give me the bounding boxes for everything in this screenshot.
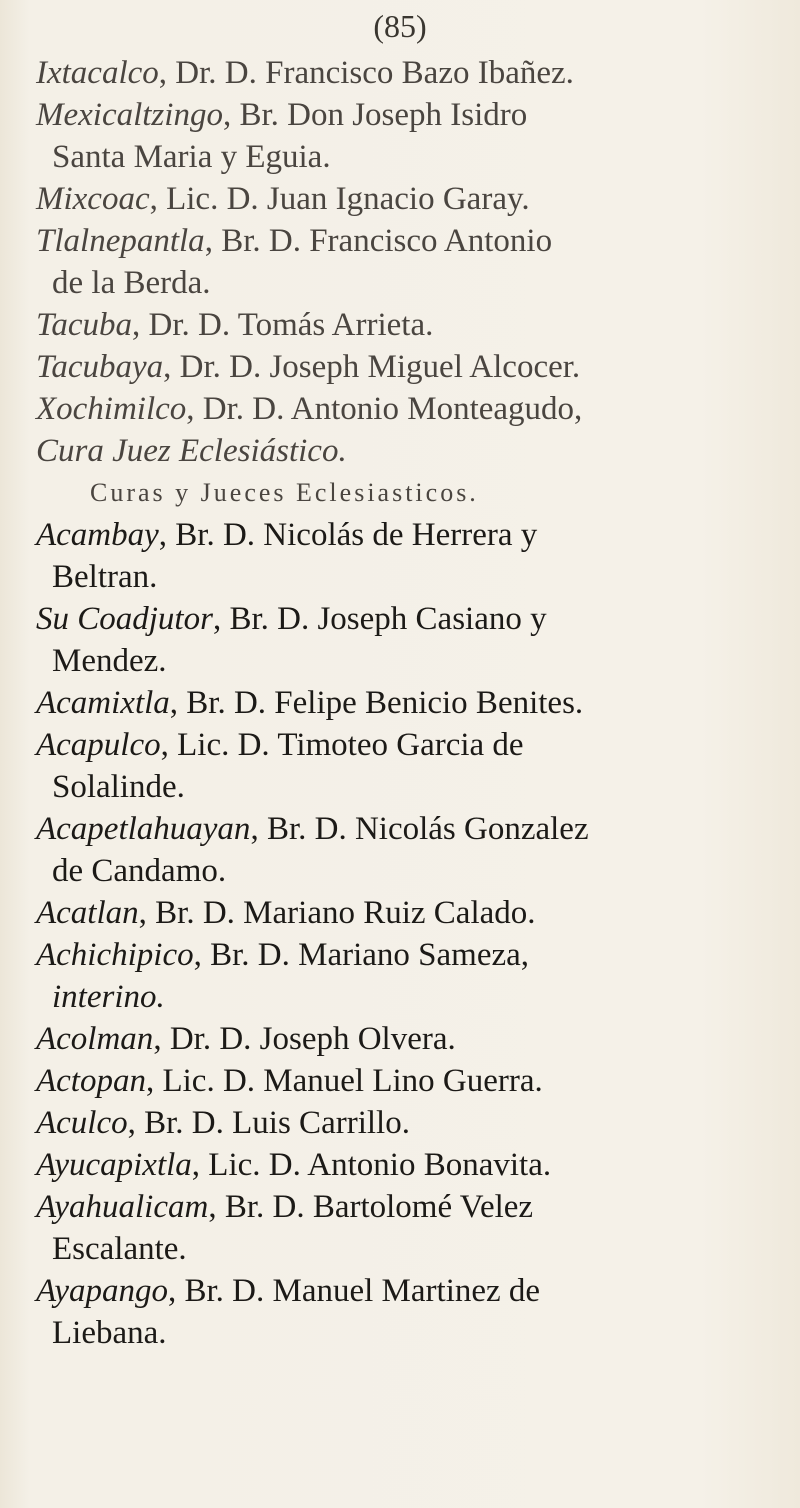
entry-place: Acapetlahuayan bbox=[36, 811, 251, 847]
entry-place: Ayucapixtla bbox=[36, 1147, 192, 1183]
entry-continuation: de la Berda. bbox=[52, 265, 211, 301]
entry-place: Acatlan bbox=[36, 895, 139, 931]
entry-place: Tacubaya bbox=[36, 349, 164, 385]
entry bbox=[36, 346, 776, 388]
entry-place: Tacuba bbox=[36, 307, 132, 343]
entry-text: , Br. D. Joseph Casiano y bbox=[212, 601, 547, 637]
entry-place: Tlalnepantla bbox=[36, 223, 205, 259]
entry bbox=[36, 220, 776, 304]
entry-place: Ixtacalco bbox=[36, 55, 159, 91]
entries-after-heading bbox=[36, 514, 776, 1354]
entry bbox=[36, 892, 776, 934]
entry-place: Xochimilco bbox=[36, 391, 187, 427]
entry-text: , Br. D. Francisco Antonio bbox=[204, 223, 553, 259]
entry bbox=[36, 808, 776, 892]
entry-continuation: Escalante. bbox=[52, 1231, 187, 1267]
entry-text: , Br. D. Manuel Martinez de bbox=[167, 1273, 541, 1309]
entry-continuation: Liebana. bbox=[52, 1315, 167, 1351]
entry-text: , Dr. D. Joseph Olvera. bbox=[153, 1021, 456, 1057]
entry-text: , Dr. D. Francisco Bazo Ibañez. bbox=[158, 55, 574, 91]
section-heading: Curas y Jueces Eclesiasticos. bbox=[90, 478, 479, 507]
entry bbox=[36, 724, 776, 808]
entry bbox=[36, 52, 776, 94]
entry-continuation: Solalinde. bbox=[52, 769, 185, 805]
entry-place: Aculco bbox=[36, 1105, 128, 1141]
entry-place: Ayahualicam bbox=[36, 1189, 209, 1225]
entry-place: Ayapango bbox=[36, 1273, 168, 1309]
entry-list bbox=[36, 52, 776, 1354]
entry-text: , Br. D. Felipe Benicio Benites. bbox=[169, 685, 584, 721]
entry bbox=[36, 1102, 776, 1144]
entry-place: Acolman bbox=[36, 1021, 154, 1057]
entry-continuation: Mendez. bbox=[52, 643, 167, 679]
entry-text: , Lic. D. Juan Ignacio Garay. bbox=[149, 181, 530, 217]
entry bbox=[36, 1270, 776, 1354]
entry-place: Su Coadjutor bbox=[36, 601, 213, 637]
entry bbox=[36, 1186, 776, 1270]
entry-place: Acambay bbox=[36, 517, 159, 553]
entries-before-heading bbox=[36, 52, 776, 472]
entry-place: Acapulco bbox=[36, 727, 161, 763]
entry bbox=[36, 514, 776, 598]
entry-text: , Br. D. Nicolás Gonzalez bbox=[250, 811, 589, 847]
entry bbox=[36, 1144, 776, 1186]
entry bbox=[36, 430, 776, 472]
entry-text: , Lic. D. Antonio Bonavita. bbox=[191, 1147, 552, 1183]
entry-text: , Br. D. Mariano Sameza, bbox=[193, 937, 530, 973]
entry-text: , Dr. D. Joseph Miguel Alcocer. bbox=[163, 349, 581, 385]
entry-text: , Lic. D. Manuel Lino Guerra. bbox=[145, 1063, 543, 1099]
entry-place: Cura Juez Eclesiástico. bbox=[36, 433, 347, 469]
entry bbox=[36, 178, 776, 220]
entry-continuation: Santa Maria y Eguia. bbox=[52, 139, 331, 175]
entry-continuation: Beltran. bbox=[52, 559, 158, 595]
entry bbox=[36, 94, 776, 178]
entry bbox=[36, 1060, 776, 1102]
entry bbox=[36, 934, 776, 1018]
page-number: (85) bbox=[373, 8, 427, 44]
entry-place: Achichipico bbox=[36, 937, 194, 973]
entry bbox=[36, 388, 776, 430]
entry-place: Acamixtla bbox=[36, 685, 170, 721]
entry-place: Mexicaltzingo bbox=[36, 97, 223, 133]
entry bbox=[36, 682, 776, 724]
entry-place: Mixcoac bbox=[36, 181, 150, 217]
entry-text: , Br. D. Nicolás de Herrera y bbox=[158, 517, 538, 553]
entry bbox=[36, 1018, 776, 1060]
entry-text: , Dr. D. Tomás Arrieta. bbox=[131, 307, 434, 343]
entry-continuation: interino. bbox=[52, 979, 165, 1015]
entry-text: , Br. D. Luis Carrillo. bbox=[127, 1105, 410, 1141]
entry-continuation: de Candamo. bbox=[52, 853, 227, 889]
entry bbox=[36, 598, 776, 682]
entry bbox=[36, 304, 776, 346]
entry-text: , Br. Don Joseph Isidro bbox=[222, 97, 528, 133]
entry-text: , Br. D. Bartolomé Velez bbox=[208, 1189, 534, 1225]
entry-text: , Br. D. Mariano Ruiz Calado. bbox=[138, 895, 536, 931]
entry-text: , Dr. D. Antonio Monteagudo, bbox=[186, 391, 583, 427]
entry-text: , Lic. D. Timoteo Garcia de bbox=[160, 727, 524, 763]
entry-place: Actopan bbox=[36, 1063, 146, 1099]
